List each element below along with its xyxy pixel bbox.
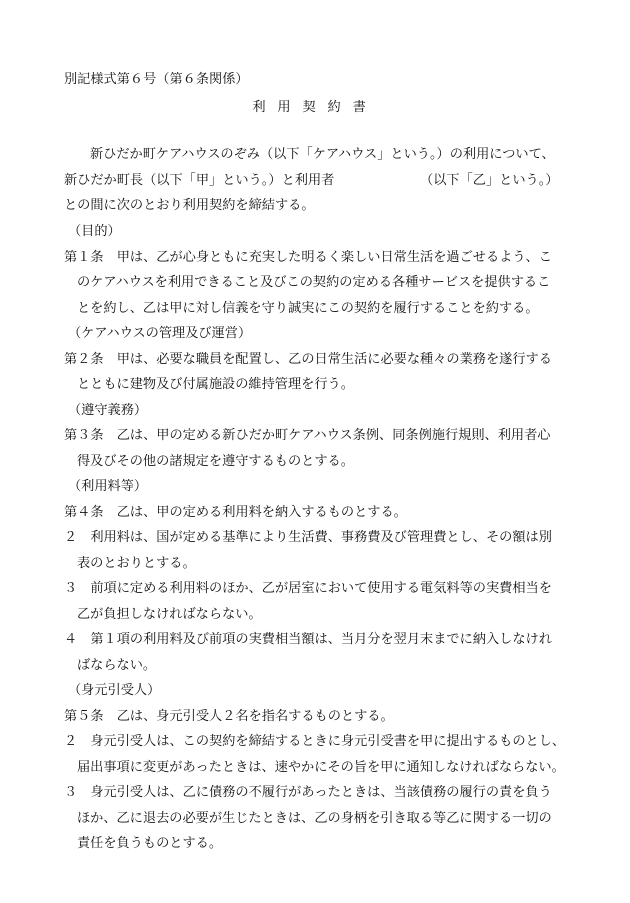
article-line: 第１条 甲は、乙が心身ともに充実した明るく楽しい日常生活を過ごせるよう、こ [64,249,552,265]
articles [64,219,574,857]
article-line: 届出事項に変更があったときは、速やかにその旨を甲に通知しなければならない。 [77,759,565,775]
article-heading: （ケアハウスの管理及び運営） [68,326,252,341]
article-line: のケアハウスを利用できること及びこの契約の定める各種サービスを提供するこ [77,275,551,290]
article-line: 責任を負うものとする。 [77,836,223,851]
article-line: とともに建物及び付属施設の維持管理を行う。 [77,377,354,392]
article-line: ３ 身元引受人は、乙に債務の不履行があったときは、当該債務の履行の責を負う [64,785,552,800]
article-line: ２ 身元引受人は、この契約を締結するときに身元引受書を甲に提出するものとし、 [64,734,566,749]
document-title: 利用契約書 [252,100,378,115]
preamble [64,142,574,219]
article-heading: （利用料等） [68,479,148,494]
preamble-line: との間に次のとおり利用契約を締結する。 [64,198,315,213]
article-line: ３ 前項に定める利用料のほか、乙が居室において使用する電気料等の実費相当を [64,581,552,596]
article-line: ばならない。 [77,657,157,673]
article-line: とを約し、乙は甲に対し信義を守り誠実にこの契約を履行することを約する。 [77,300,539,316]
preamble-line: 新ひだか町ケアハウスのぞみ（以下「ケアハウス」という。）の利用について、 [90,147,555,162]
article-line: 第５条 乙は、身元引受人２名を指名するものとする。 [64,708,394,724]
article-line: ほか、乙に退去の必要が生じたときは、乙の身柄を引き取る等乙に関する一切の [77,810,552,826]
article-line: 表のとおりとする。 [77,555,196,571]
article-heading: （目的） [68,224,121,239]
article-line: 乙が負担しなければならない。 [77,606,262,622]
preamble-line: 新ひだか町長（以下「甲」という。）と利用者 （以下「乙」という。） [64,172,559,188]
article-line: 第３条 乙は、甲の定める新ひだか町ケアハウス条例、同条例施行規則、利用者心 [64,428,551,443]
article-line: ４ 第１項の利用料及び前項の実費相当額は、当月分を翌月末までに納入しなけれ [64,632,552,647]
article-heading: （身元引受人） [68,683,161,698]
article-line: 得及びその他の諸規定を遵守するものとする。 [77,453,354,469]
article-heading: （遵守義務） [68,402,148,418]
article-line: 第２条 甲は、必要な職員を配置し、乙の日常生活に必要な種々の業務を遂行する [64,351,552,367]
form-label: 別記様式第６号（第６条関係） [64,72,249,87]
article-line: ２ 利用料は、国が定める基準により生活費、事務費及び管理費とし、その額は別 [64,530,552,545]
article-line: 第４条 乙は、甲の定める利用料を納入するものとする。 [64,504,407,520]
